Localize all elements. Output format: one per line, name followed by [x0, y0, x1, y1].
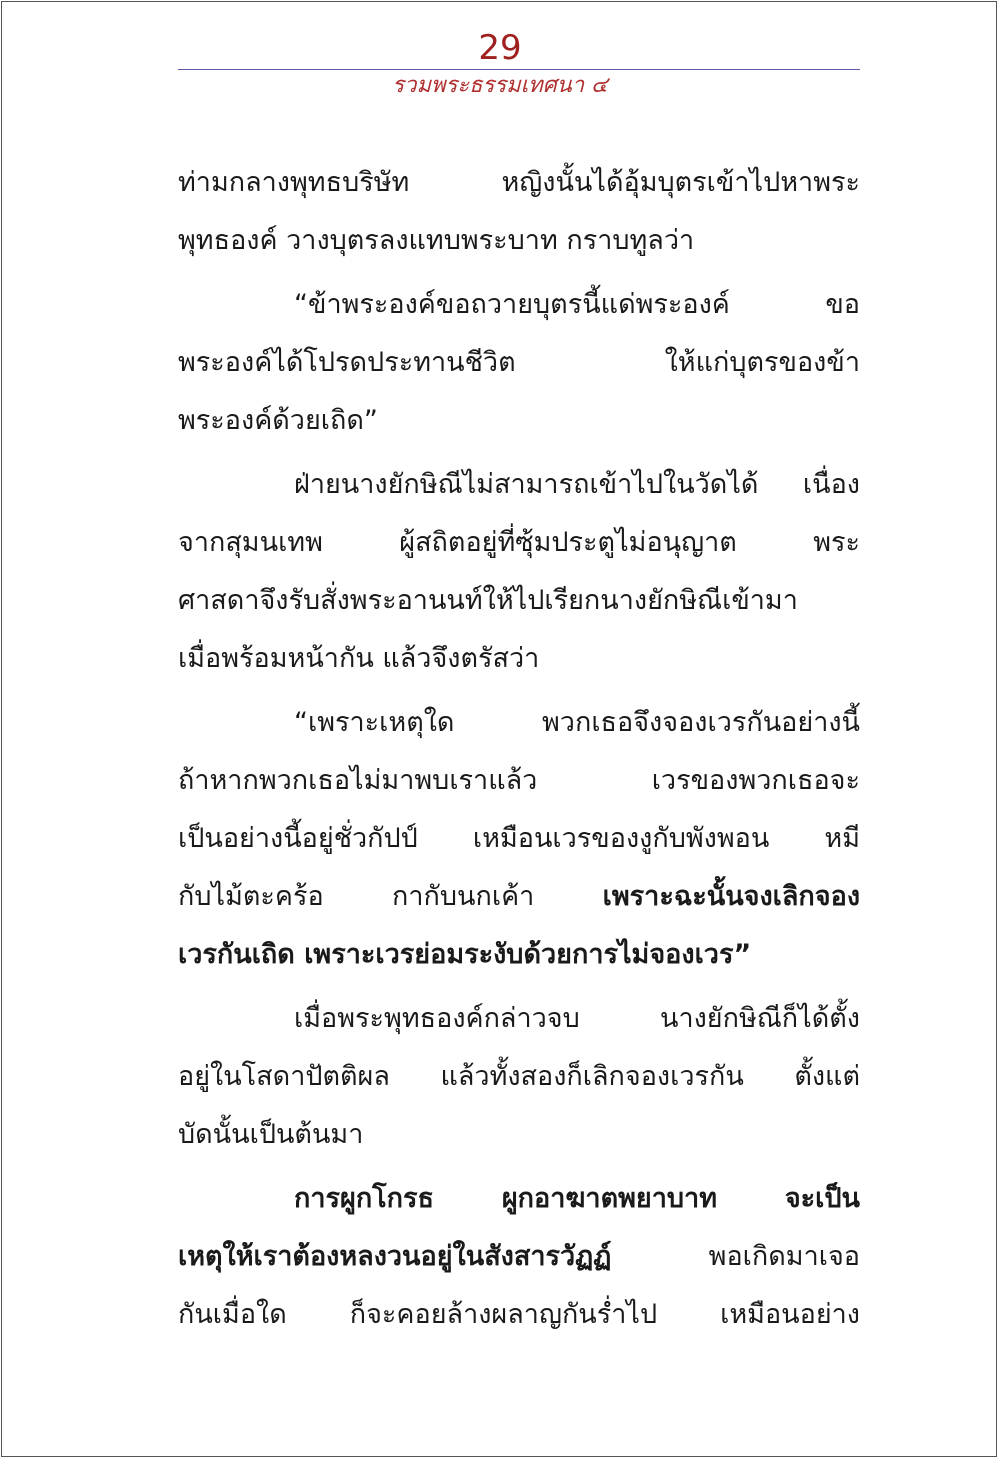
text-line: ศาสดาจึงรับสั่งพระอานนท์ให้ไปเรียกนางยักษิณีเข้ามา: [178, 585, 798, 616]
text-line: กันเมื่อใด ก็จะคอยล้างผลาญกันร่ำไป เหมือนอย่าง: [178, 1299, 860, 1330]
header-rule: [178, 69, 860, 70]
text-line: เมื่อพระพุทธองค์กล่าวจบ นางยักษิณีก็ได้ตั้ง: [294, 1003, 860, 1034]
text-line: พระองค์ด้วยเถิด”: [178, 405, 378, 436]
text-line: เมื่อพร้อมหน้ากัน แล้วจึงตรัสว่า: [178, 643, 540, 674]
text-line: ท่ามกลางพุทธบริษัท หญิงนั้นได้อุ้มบุตรเข้าไปหาพระ: [178, 167, 860, 198]
text-line: ฝ่ายนางยักษิณีไม่สามารถเข้าไปในวัดได้ เนื่อง: [294, 469, 860, 500]
text-line: “เพราะเหตุใด พวกเธอจึงจองเวรกันอย่างนี้: [294, 707, 860, 738]
paragraph-2: [178, 276, 860, 450]
text-line-mixed: [178, 1228, 860, 1286]
book-title: รวมพระธรรมเทศนา ๔: [392, 73, 608, 98]
text-normal: พอเกิดมาเจอ: [611, 1241, 860, 1272]
page-number: 29: [478, 28, 522, 68]
text-line: พระองค์ได้โปรดประทานชีวิต ให้แก่บุตรของข้า: [178, 347, 860, 378]
text-line: เป็นอย่างนี้อยู่ชั่วกัปป์ เหมือนเวรของงูกับพังพอน หมี: [178, 823, 860, 854]
page-body: [178, 154, 860, 1344]
text-emphasis-line: การผูกโกรธ ผูกอาฆาตพยาบาท จะเป็น: [294, 1183, 860, 1214]
paragraph-4: [178, 694, 860, 984]
text-emphasis: เพราะฉะนั้นจงเลิกจอง: [602, 881, 860, 912]
text-emphasis: เหตุให้เราต้องหลงวนอยู่ในสังสารวัฏฏ์: [178, 1241, 612, 1272]
text-line-mixed: [178, 868, 860, 926]
text-line: พุทธองค์ วางบุตรลงแทบพระบาท กราบทูลว่า: [178, 225, 695, 256]
paragraph-6: [178, 1170, 860, 1344]
text-line: อยู่ในโสดาปัตติผล แล้วทั้งสองก็เลิกจองเวรกัน ตั้งแต่: [178, 1061, 860, 1092]
text-line: จากสุมนเทพ ผู้สถิตอยู่ที่ซุ้มประตูไม่อนุญาต พระ: [178, 527, 860, 558]
paragraph-3: [178, 456, 860, 688]
text-line: ถ้าหากพวกเธอไม่มาพบเราแล้ว เวรของพวกเธอจะ: [178, 765, 860, 796]
text-line: บัดนั้นเป็นต้นมา: [178, 1119, 364, 1150]
text-line: “ข้าพระองค์ขอถวายบุตรนี้แด่พระองค์ ขอ: [294, 289, 860, 320]
paragraph-5: [178, 990, 860, 1164]
text-emphasis-line: เวรกันเถิด เพราะเวรย่อมระงับด้วยการไม่จองเวร”: [178, 939, 752, 970]
paragraph-1: [178, 154, 860, 270]
text-normal: กับไม้ตะคร้อ กากับนกเค้า: [178, 881, 603, 912]
